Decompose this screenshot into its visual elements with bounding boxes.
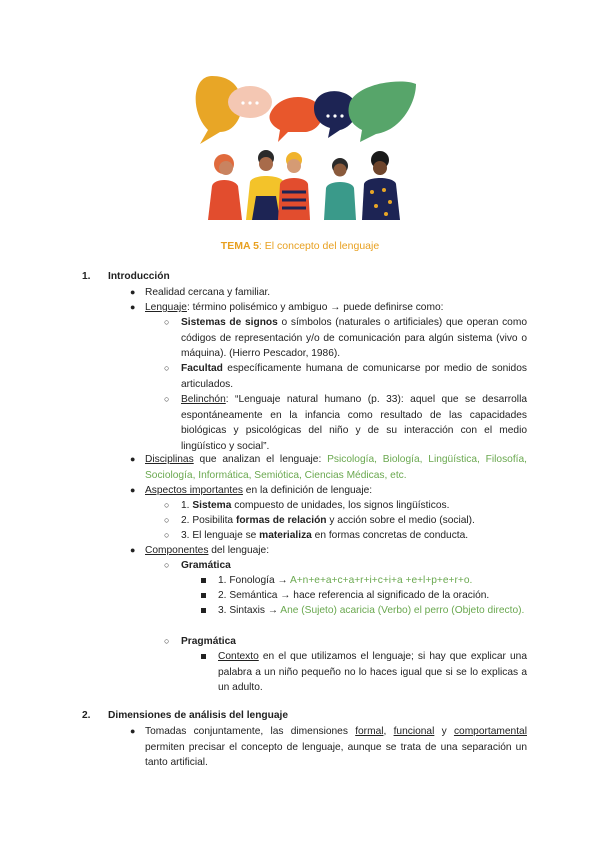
circle-bullet-icon: ○: [164, 500, 170, 510]
people-talking-illustration: [190, 72, 422, 220]
bullet-icon: ●: [130, 302, 136, 312]
bullet-icon: ●: [130, 485, 136, 495]
section-heading: Dimensiones de análisis del lenguaje: [108, 710, 289, 721]
circle-bullet-icon: ○: [164, 560, 170, 570]
section-number: 2.: [82, 710, 91, 721]
list-item: 2. Posibilita formas de relación y acción sobre el medio (social).: [181, 515, 475, 526]
document-title: TEMA 5: El concepto del lenguaje: [220, 240, 380, 252]
list-item: 3. Sintaxis → Ane (Sujeto) acaricia (Verbo) el perro (Objeto directo).: [218, 605, 525, 616]
bullet-icon: ●: [130, 726, 136, 736]
list-item: Gramática: [181, 560, 231, 571]
square-bullet-icon: [201, 573, 206, 588]
list-item: Contexto en el que utilizamos el lenguaje; si hay que explicar una palabra a un niño pequeño no lo haces igual que si se lo explicas a un adulto.: [218, 651, 527, 693]
circle-bullet-icon: ○: [164, 394, 170, 404]
section-heading: Introducción: [108, 271, 170, 282]
circle-bullet-icon: ○: [164, 530, 170, 540]
list-item: 1. Fonología → A+n+e+a+c+a+r+i+c+i+a +e+l+p+e+r+o.: [218, 575, 473, 586]
list-item: Sistemas de signos o símbolos (naturales o artificiales) que operan como códigos de representación y/o de comunicación para algún sistema (vivo o máquina). (Hierro Pescador, 1986).: [181, 317, 527, 359]
circle-bullet-icon: ○: [164, 317, 170, 327]
bullet-icon: ●: [130, 545, 136, 555]
square-bullet-icon: [201, 603, 206, 618]
square-bullet-icon: [201, 649, 206, 664]
square-bullet-icon: [201, 588, 206, 603]
circle-bullet-icon: ○: [164, 515, 170, 525]
list-item: Aspectos importantes en la definición de lenguaje:: [145, 485, 373, 496]
bullet-icon: ●: [130, 287, 136, 297]
list-item: Belinchón: “Lenguaje natural humano (p. 33): aquel que se desarrolla espontáneamente en la infancia como resultado de las capacidades biológicas y psicológicas del niño y de su interacción con el medio lingüístico y social”.: [181, 394, 527, 452]
list-item: Pragmática: [181, 636, 236, 647]
section-number: 1.: [82, 271, 91, 282]
bullet-icon: ●: [130, 454, 136, 464]
list-item: Facultad específicamente humana de comunicarse por medio de sonidos articulados.: [181, 363, 527, 390]
list-item: Componentes del lenguaje:: [145, 545, 270, 556]
circle-bullet-icon: ○: [164, 636, 170, 646]
list-item: Lenguaje: término polisémico y ambiguo → puede definirse como:: [145, 302, 444, 313]
list-item: Realidad cercana y familiar.: [145, 287, 271, 298]
list-item: 2. Semántica → hace referencia al significado de la oración.: [218, 590, 490, 601]
list-item: Tomadas conjuntamente, las dimensiones formal, funcional y comportamental permiten precisar el concepto de lenguaje, aunque se trata de una separación un tanto artificial.: [145, 726, 527, 768]
circle-bullet-icon: ○: [164, 363, 170, 373]
list-item: 1. Sistema compuesto de unidades, los signos lingüísticos.: [181, 500, 450, 511]
list-item: Disciplinas que analizan el lenguaje: Psicología, Biología, Lingüística, Filosofía, Sociología, Informática, Semiótica, Ciencias Médicas, etc.: [145, 454, 527, 481]
list-item: 3. El lenguaje se materializa en formas concretas de conducta.: [181, 530, 469, 541]
